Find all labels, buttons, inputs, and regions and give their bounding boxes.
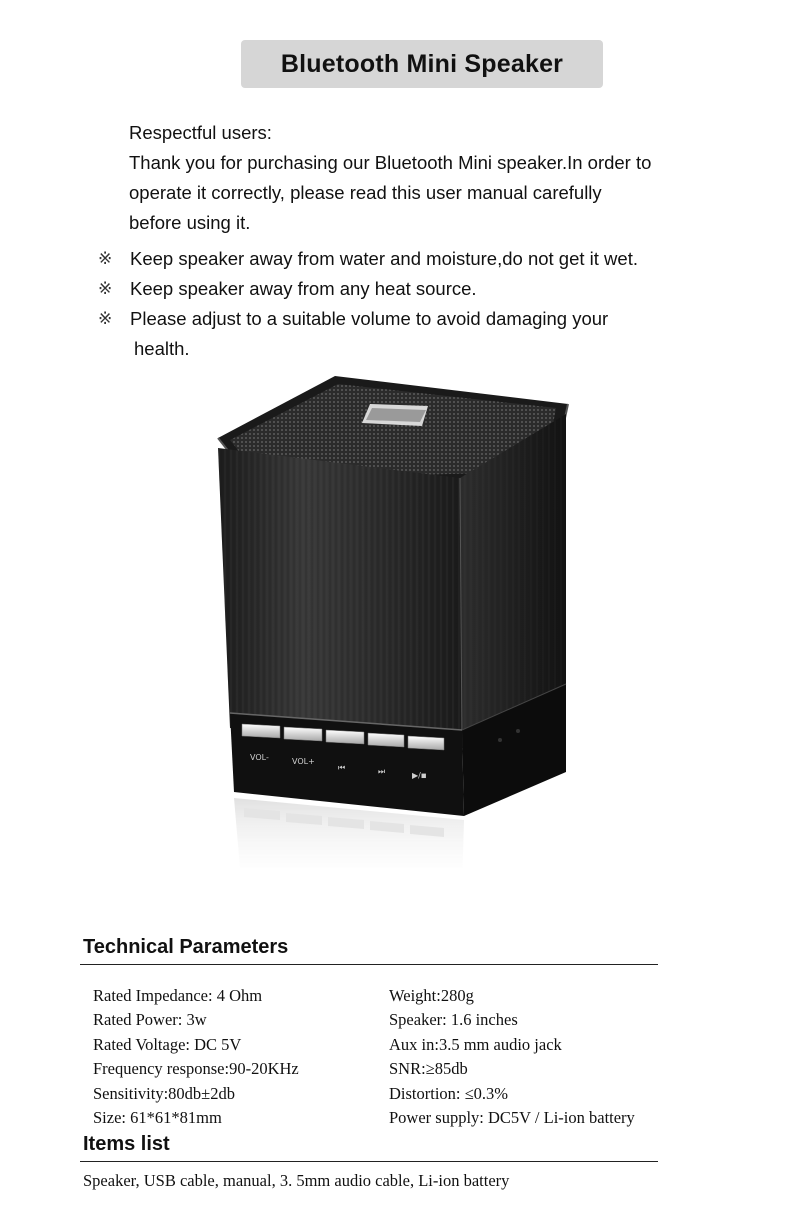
- caution-note-text: [130, 304, 798, 364]
- vol-up-label: VOL+: [292, 757, 315, 766]
- param-rated-voltage: Rated Voltage: DC 5V: [93, 1034, 242, 1054]
- intro-line-3: before using it.: [129, 212, 251, 233]
- param-aux-in: Aux in:3.5 mm audio jack: [389, 1034, 562, 1054]
- play-pause-icon: ▶/◾: [412, 771, 427, 780]
- param-sensitivity: Sensitivity:80db±2db: [93, 1083, 235, 1103]
- intro-greeting: Respectful users:: [129, 122, 272, 143]
- intro-line-1: Thank you for purchasing our Bluetooth Mini speaker.In order to: [129, 152, 652, 173]
- reference-mark-icon: ※: [98, 249, 113, 269]
- page-title: Bluetooth Mini Speaker: [280, 49, 564, 78]
- next-track-icon: ⏭: [378, 767, 386, 776]
- intro-section: [129, 118, 769, 238]
- param-rated-impedance: Rated Impedance: 4 Ohm: [93, 986, 263, 1005]
- reference-mark-icon: ※: [98, 279, 113, 299]
- caution-notes: [98, 244, 798, 364]
- speaker-product-image: [200, 368, 600, 868]
- title-banner: [241, 40, 603, 88]
- param-snr: SNR:≥85db: [389, 1059, 468, 1079]
- caution-note-line: health.: [134, 338, 190, 359]
- param-weight: Weight:280g: [389, 986, 474, 1005]
- reference-mark-icon: ※: [98, 309, 113, 329]
- items-list-text: Speaker, USB cable, manual, 3. 5mm audio cable, Li-ion battery: [83, 1171, 510, 1190]
- section-divider: [80, 964, 658, 965]
- params-left-column: [93, 984, 299, 1130]
- param-rated-power: Rated Power: 3w: [93, 1010, 207, 1030]
- param-speaker: Speaker: 1.6 inches: [389, 1010, 518, 1030]
- caution-note: [98, 274, 798, 304]
- section-divider: [80, 1161, 658, 1162]
- caution-note-line: Please adjust to a suitable volume to avoid damaging your: [130, 308, 609, 329]
- caution-note-text: Keep speaker away from any heat source.: [130, 278, 477, 299]
- items-list-heading: Items list: [83, 1133, 170, 1155]
- params-right-column: [389, 984, 635, 1130]
- prev-track-icon: ⏮: [338, 763, 346, 772]
- caution-note-text: Keep speaker away from water and moisture,do not get it wet.: [130, 248, 638, 269]
- param-frequency-response: Frequency response:90-20KHz: [93, 1059, 299, 1079]
- caution-note: [98, 304, 798, 364]
- technical-parameters-heading: Technical Parameters: [83, 936, 289, 958]
- param-distortion: Distortion: ≤0.3%: [389, 1083, 509, 1103]
- param-size: Size: 61*61*81mm: [93, 1108, 222, 1128]
- caution-note: [98, 244, 798, 274]
- intro-line-2: operate it correctly, please read this user manual carefully: [129, 182, 602, 203]
- param-power-supply: Power supply: DC5V / Li-ion battery: [389, 1108, 635, 1128]
- vol-down-label: VOL-: [250, 753, 269, 762]
